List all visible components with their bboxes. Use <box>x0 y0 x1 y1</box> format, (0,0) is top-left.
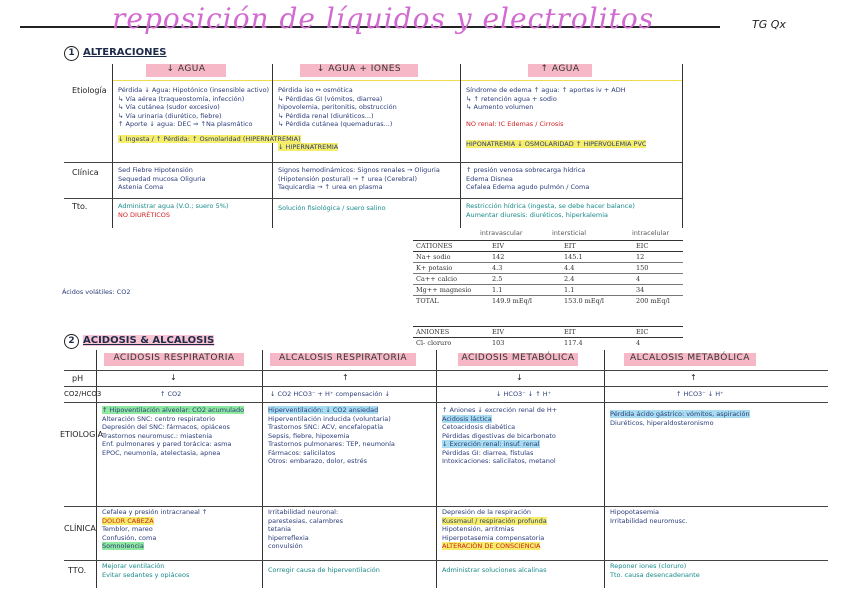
s2-co2-acidosis-met: ↓ HCO3⁻ ↓ ↑ H⁺ <box>496 390 552 398</box>
text-line: Cefalea Edema agudo pulmón / Coma <box>466 183 590 191</box>
s2-etiologia-alcalosis-met <box>610 410 826 504</box>
text-line: Tto. causa desencadenante <box>610 570 700 579</box>
highlight-text: ↓ Ingesta / ↑ Pérdida: ↑ Osmolaridad (HIPERNATREMIA) <box>118 134 301 143</box>
section1-heading <box>64 46 167 61</box>
text-line: Irritabilidad neuronal: <box>268 508 339 516</box>
s1-row-label-tto: Tto. <box>72 202 88 211</box>
table-cell: 2.5 <box>489 274 561 285</box>
text-line: Trastornos SNC: ACV, encefalopatía <box>268 423 384 431</box>
side-note-volatile-acids: Ácidos volátiles: CO2 <box>62 288 131 296</box>
text-line: Otros: embarazo, dolor, estrés <box>268 457 367 465</box>
text-line: Trastornos neuromusc.: miastenia <box>102 431 213 440</box>
table-cell: 4.3 <box>489 263 561 274</box>
text-line: ↳ ↑ retención agua + sodio <box>466 94 557 103</box>
text-line: Taquicardia → ↑ urea en plasma <box>278 183 383 191</box>
highlight-text: ↑ Hipoventilación alveolar: CO2 acumulado <box>102 406 245 414</box>
text-line: Hiperpotasemia compensatoria <box>442 533 545 542</box>
text-line: ↳ Vía aérea (traqueostomía, infección) <box>118 94 245 103</box>
s2-row-label-tto: TTO. <box>68 566 87 575</box>
s1-grid-line <box>460 64 461 228</box>
s1-col-header-agua: ↓ AGUA <box>146 64 226 77</box>
s2-co2-acidosis-resp: ↑ CO2 <box>160 390 182 398</box>
table-row <box>413 252 683 263</box>
section1-number: 1 <box>64 46 79 61</box>
s2-row-label-etiologia: ETIOLOGÍA <box>60 430 104 439</box>
text-line: Irritabilidad neuromusc. <box>610 516 688 525</box>
s2-tto-acidosis-resp <box>102 562 260 584</box>
table-cell: 4 <box>633 274 683 285</box>
s2-ph-alcalosis-resp: ↑ <box>342 373 349 382</box>
text-line: Diuréticos, hiperaldosteronismo <box>610 418 714 427</box>
table-cell: 4 <box>633 338 683 349</box>
text-line: Fármacos: salicilatos <box>268 448 336 457</box>
text-line: parestesias, calambres <box>268 516 343 525</box>
s1-etiologia-agua-iones <box>278 86 458 160</box>
title-banner <box>0 2 848 42</box>
s2-grid-line <box>64 560 828 561</box>
text-line: Pérdidas digestivas de bicarbonato <box>442 431 556 440</box>
s1-row-label-clinica: Clínica <box>72 168 99 177</box>
text-line: tetania <box>268 525 291 533</box>
table-header: EIT <box>561 241 633 252</box>
text-line: ↑ Aniones ↓ excreción renal de H+ <box>442 406 558 414</box>
table-cell: 12 <box>633 252 683 263</box>
s1-col-header-more-agua: ↑ AGUA <box>528 64 592 77</box>
text-line: Administrar soluciones alcalinas <box>442 566 547 574</box>
text-line: Solución fisiológica / suero salino <box>278 204 386 212</box>
table-row <box>413 296 683 307</box>
table-cell: 103 <box>489 338 561 349</box>
table-row <box>413 338 683 349</box>
text-line: ↳ Pérdida cutánea (quemaduras...) <box>278 120 393 128</box>
text-line: Alteración SNC: centro respiratorio <box>102 414 216 423</box>
section2-heading <box>64 334 214 349</box>
table-cell: 34 <box>633 285 683 296</box>
table-cell: 117.4 <box>561 338 633 349</box>
text-line: convulsión <box>268 542 303 550</box>
s2-tto-acidosis-met <box>442 566 602 584</box>
s2-col-header-alcalosis-resp: ALCALOSIS RESPIRATORIA <box>270 353 416 366</box>
s1-grid-line <box>272 64 273 228</box>
s2-clinica-acidosis-met <box>442 508 602 558</box>
text-line: ↳ Pérdida renal (diuréticos...) <box>278 111 374 120</box>
s1-grid-line <box>64 198 682 199</box>
highlight-text: DOLOR CABEZA <box>102 516 154 525</box>
table-cell: 142 <box>489 252 561 263</box>
text-line: Pérdidas GI: diarrea, fístulas <box>442 448 534 457</box>
table-cell: 1.1 <box>561 285 633 296</box>
table-header: EIV <box>489 327 561 338</box>
table-cell: 2.4 <box>561 274 633 285</box>
cations-table <box>413 240 683 306</box>
group-header: intravascular <box>480 229 523 237</box>
table-header: ANIONES <box>413 327 489 338</box>
text-line: Sepsis, fiebre, hipoxemia <box>268 431 350 440</box>
s1-col-header-agua-iones: ↓ AGUA + IONES <box>300 64 418 77</box>
text-line: ↳ Aumento volumen <box>466 103 534 111</box>
s1-tto-agua-iones <box>278 204 458 226</box>
group-header: intersticial <box>552 229 587 237</box>
highlight-text: HIPONATREMIA ↓ OSMOLARIDAD ↑ HIPERVOLEMIA PVC <box>466 140 647 148</box>
table-header: EIV <box>489 241 561 252</box>
text-line: Sequedad mucosa Oliguria <box>118 174 206 183</box>
s2-tto-alcalosis-resp <box>268 566 434 584</box>
s2-row-label-clinica: CLÍNICA <box>64 524 96 533</box>
table-header: CATIONES <box>413 241 489 252</box>
text-line: Intoxicaciones: salicilatos, metanol <box>442 457 556 465</box>
highlight-text: Somnolencia <box>102 542 144 550</box>
s2-ph-alcalosis-met: ↑ <box>690 373 697 382</box>
s2-co2-alcalosis-met: ↑ HCO3⁻ ↓ H⁺ <box>676 390 724 398</box>
section2-heading-text: ACIDOSIS & ALCALOSIS <box>83 335 215 346</box>
text-line: ↳ Vía cutánea (sudor excesivo) <box>118 103 220 111</box>
s2-clinica-alcalosis-resp <box>268 508 434 558</box>
table-cell: Mg++ magnesio <box>413 285 489 296</box>
group-header: intracelular <box>632 229 670 237</box>
table-cell: 1.1 <box>489 285 561 296</box>
s1-etiologia-more-agua <box>466 86 680 160</box>
table-cell: 145.1 <box>561 252 633 263</box>
table-cell: 149.9 mEq/l <box>489 296 561 307</box>
highlight-text: ↓ Excreción renal: insuf. renal <box>442 440 540 448</box>
s1-row-label-etiologia: Etiología <box>72 86 107 95</box>
highlight-text: ALTERACIÓN DE CONSCIENCIA <box>442 542 541 550</box>
text-line: Confusión, coma <box>102 533 157 542</box>
text-line: Trastornos pulmonares: TEP, neumonía <box>268 440 395 448</box>
table-cell: K+ potasio <box>413 263 489 274</box>
text-line: ↑ presión venosa sobrecarga hídrica <box>466 166 586 174</box>
table-cell: 153.0 mEq/l <box>561 296 633 307</box>
text-line: Aumentar diuresis: diuréticos, hiperkalemia <box>466 210 608 219</box>
text-line: NO renal: IC Edemas / Cirrosis <box>466 119 564 128</box>
s1-grid-line <box>64 162 682 163</box>
s1-clinica-agua-iones <box>278 166 458 196</box>
table-cell: Cl- cloruro <box>413 338 489 349</box>
s2-clinica-acidosis-resp <box>102 508 260 558</box>
s1-grid-line <box>112 64 113 228</box>
table-header: EIC <box>633 241 683 252</box>
table-row <box>413 285 683 296</box>
s2-row-label-co2: CO2/HCO3 <box>64 390 102 398</box>
text-line: Edema Disnea <box>466 174 513 183</box>
text-line: EPOC, neumonía, atelectasia, apnea <box>102 448 221 457</box>
text-line: ↳ Pérdidas GI (vómitos, diarrea) <box>278 94 383 103</box>
s2-etiologia-alcalosis-resp <box>268 406 434 504</box>
text-line: hipovolemia, peritonitis, obstrucción <box>278 103 397 111</box>
s2-grid-line <box>64 386 828 387</box>
highlight-text: Acidosis láctica <box>442 414 492 423</box>
page-title: reposición de líquidos y electrolitos <box>112 2 655 35</box>
s1-tto-agua <box>118 202 270 226</box>
s2-ph-acidosis-met: ↓ <box>516 373 523 382</box>
text-line: Corregir causa de hiperventilación <box>268 566 380 574</box>
text-line: Hiperventilación inducida (voluntaria) <box>268 414 391 423</box>
table-cell: Na+ sodio <box>413 252 489 263</box>
table-cell: 150 <box>633 263 683 274</box>
text-line: ↳ Vía urinaria (diurético, fiebre) <box>118 111 222 120</box>
s2-col-header-alcalosis-met: ALCALOSIS METABÓLICA <box>624 353 756 366</box>
author-initials: TG Qx <box>752 18 786 31</box>
text-line: NO DIURÉTICOS <box>118 210 171 219</box>
text-line: Hipotensión, arritmias <box>442 525 514 533</box>
text-line: Depresión del SNC: fármacos, opiáceos <box>102 423 230 431</box>
text-line: Cefalea y presión intracraneal ↑ <box>102 508 208 516</box>
text-line: Cetoacidosis diabética <box>442 423 516 431</box>
s1-header-underline <box>112 80 682 81</box>
s1-grid-line <box>682 64 683 228</box>
s2-grid-line <box>64 402 828 403</box>
table-row <box>413 263 683 274</box>
section1-heading-text: ALTERACIONES <box>83 47 167 58</box>
text-line: Reponer iones (cloruro) <box>610 562 687 570</box>
s1-etiologia-agua <box>118 86 301 160</box>
s2-row-label-ph: pH <box>72 374 84 383</box>
s1-clinica-agua <box>118 166 270 196</box>
s2-grid-line <box>64 370 828 371</box>
text-line: Sed Fiebre Hipotensión <box>118 166 193 174</box>
s2-ph-acidosis-resp: ↓ <box>170 373 177 382</box>
highlight-text: Hiperventilación: ↓ CO2 ansiedad <box>268 406 379 414</box>
text-line: Hipopotasemia <box>610 508 659 516</box>
section2-number: 2 <box>64 334 79 349</box>
s2-col-header-acidosis-resp: ACIDOSIS RESPIRATORIA <box>104 353 244 366</box>
s2-col-header-acidosis-met: ACIDOSIS METABÓLICA <box>458 353 578 366</box>
table-cell: TOTAL <box>413 296 489 307</box>
highlight-text: Kussmaul / respiración profunda <box>442 516 547 525</box>
text-line: Restricción hídrica (ingesta, se debe hacer balance) <box>466 202 635 210</box>
table-row <box>413 274 683 285</box>
s2-etiologia-acidosis-met <box>442 406 602 504</box>
text-line: (Hipotensión postural) → ↑ urea (Cerebral) <box>278 174 418 183</box>
highlight-text: Pérdida ácido gástrico: vómitos, aspiración <box>610 410 750 418</box>
text-line: ↑ Aporte ↓ agua: DEC ⇒ ↑Na plasmático <box>118 120 253 128</box>
s2-clinica-alcalosis-met <box>610 508 826 558</box>
table-cell: 4.4 <box>561 263 633 274</box>
s2-tto-alcalosis-met <box>610 562 826 584</box>
highlight-text: ↓ HIPERNATREMIA <box>278 142 339 151</box>
s1-clinica-more-agua <box>466 166 680 196</box>
text-line: Depresión de la respiración <box>442 508 532 516</box>
text-line: Enf. pulmonares y pared torácica: asma <box>102 440 232 448</box>
text-line: Signos hemodinámicos: Signos renales → Oliguria <box>278 166 440 174</box>
table-cell: 200 mEq/l <box>633 296 683 307</box>
s2-grid-line <box>64 506 828 507</box>
table-cell: Ca++ calcio <box>413 274 489 285</box>
text-line: Temblor, mareo <box>102 525 153 533</box>
s1-tto-more-agua <box>466 202 680 226</box>
ion-table-group-headers <box>480 229 680 238</box>
table-header: EIT <box>561 327 633 338</box>
anions-table <box>413 326 683 348</box>
text-line: Pérdida iso ↔ osmótica <box>278 86 353 94</box>
text-line: Pérdida ↓ Agua: Hipotónico (insensible activo) <box>118 86 270 94</box>
s2-etiologia-acidosis-resp <box>102 406 260 504</box>
s2-co2-alcalosis-resp: ↓ CO2 HCO3⁻ + H⁺ compensación ↓ <box>270 390 390 398</box>
text-line: Mejorar ventilación <box>102 562 165 570</box>
text-line: Astenia Coma <box>118 183 164 191</box>
text-line: Síndrome de edema ↑ agua: ↑ aportes iv + ADH <box>466 86 626 94</box>
table-header: EIC <box>633 327 683 338</box>
text-line: hiperreflexia <box>268 533 309 542</box>
text-line: Evitar sedantes y opiáceos <box>102 570 190 579</box>
text-line: Administrar agua (V.O.; suero 5%) <box>118 202 229 210</box>
